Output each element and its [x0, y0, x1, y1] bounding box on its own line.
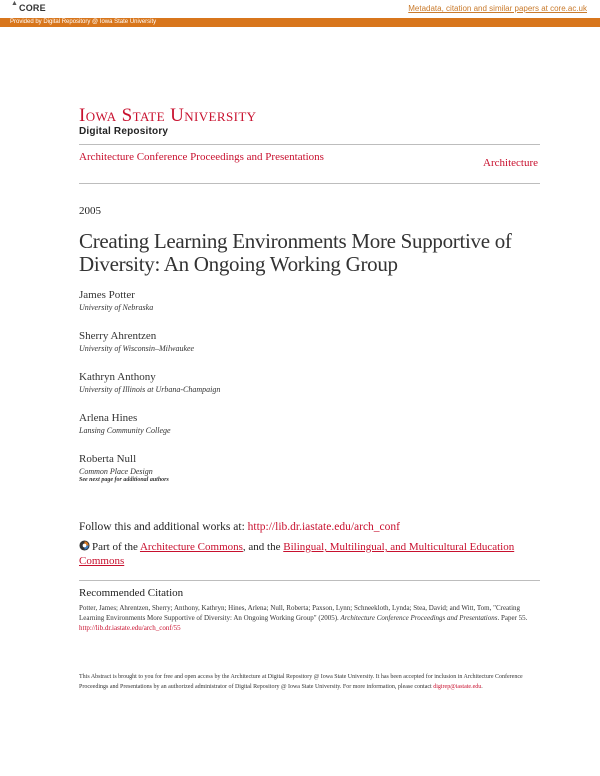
citation-series: Architecture Conference Proceedings and Presentations — [340, 614, 498, 622]
access-statement — [79, 672, 539, 692]
architecture-commons-link[interactable]: Architecture Commons — [139, 541, 243, 553]
author-list — [79, 289, 479, 494]
core-header-bar — [0, 0, 600, 18]
divider-top — [79, 144, 540, 145]
publication-year: 2005 — [79, 205, 101, 217]
author-affiliation: Lansing Community College — [79, 426, 171, 435]
author-affiliation: University of Wisconsin–Milwaukee — [79, 344, 195, 353]
provided-by-bar — [0, 18, 600, 27]
commons-icon — [79, 540, 90, 551]
university-name: Iowa State University — [79, 105, 257, 126]
core-logo-icon: ▲ — [11, 0, 19, 7]
citation-text: Potter, James; Ahrentzen, Sherry; Anthony, Kathryn; Hines, Arlena; Null, Roberta; Paxson, Lynn; Schneekloth, Lynda; Stea, David; and Witt, Tom, "Creating Learning Environments More Supportive of Diversity: An Ongoing Working Group" (2005). — [79, 604, 521, 622]
part-of-line — [79, 540, 539, 568]
divider-low — [79, 580, 540, 581]
author-entry — [79, 412, 479, 436]
core-logo-text: CORE — [19, 3, 46, 13]
collection-url-link[interactable]: http://lib.dr.iastate.edu/arch_conf — [247, 521, 400, 533]
follow-text: Follow this and additional works at: — [79, 521, 248, 533]
follow-line — [79, 521, 400, 533]
access-statement-text: This Abstract is brought to you for free and open access by the Architecture at Digital Repository @ Iowa State University. It has been accepted for inclusion in Architecture Conference Proceedings and Presentations by an authorized administrator of Digital Repository @ Iowa State University. For more information, please contact — [79, 674, 523, 690]
author-affiliation: University of Illinois at Urbana-Champaign — [79, 385, 221, 394]
recommended-citation — [79, 603, 539, 633]
access-statement-end: . — [481, 684, 483, 690]
author-name: Kathryn Anthony — [79, 371, 156, 383]
part-of-prefix: Part of the — [92, 541, 140, 553]
discipline-link[interactable]: Architecture — [483, 157, 538, 169]
citation-url-link[interactable]: http://lib.dr.iastate.edu/arch_conf/55 — [79, 624, 181, 632]
author-affiliation: University of Nebraska — [79, 303, 154, 312]
recommended-citation-heading: Recommended Citation — [79, 587, 184, 599]
repository-name: Digital Repository — [79, 126, 169, 137]
document-title: Creating Learning Environments More Supportive of Diversity: An Ongoing Working Group — [79, 229, 512, 276]
author-entry — [79, 289, 479, 313]
provided-by-text[interactable]: Provided by Digital Repository @ Iowa State University — [10, 18, 157, 25]
contact-email-link[interactable]: digirep@iastate.edu — [433, 684, 482, 690]
see-next-page-note: See next page for additional authors — [79, 477, 169, 483]
author-entry — [79, 371, 479, 395]
divider-mid — [79, 183, 540, 184]
author-entry — [79, 330, 479, 354]
author-affiliation: Common Place Design — [79, 467, 153, 476]
isu-logo — [79, 106, 256, 137]
author-name: James Potter — [79, 289, 135, 301]
author-name: Roberta Null — [79, 453, 137, 465]
part-of-middle: , and the — [242, 541, 284, 553]
education-commons-link[interactable]: Bilingual, Multilingual, and Multicultural Education Commons — [79, 541, 515, 567]
collection-link[interactable]: Architecture Conference Proceedings and Presentations — [79, 151, 324, 163]
core-metadata-link[interactable]: Metadata, citation and similar papers at core.ac.uk — [408, 4, 587, 13]
author-name: Sherry Ahrentzen — [79, 330, 157, 342]
author-entry — [79, 453, 479, 477]
author-name: Arlena Hines — [79, 412, 138, 424]
citation-paper: . Paper 55. — [497, 614, 528, 622]
